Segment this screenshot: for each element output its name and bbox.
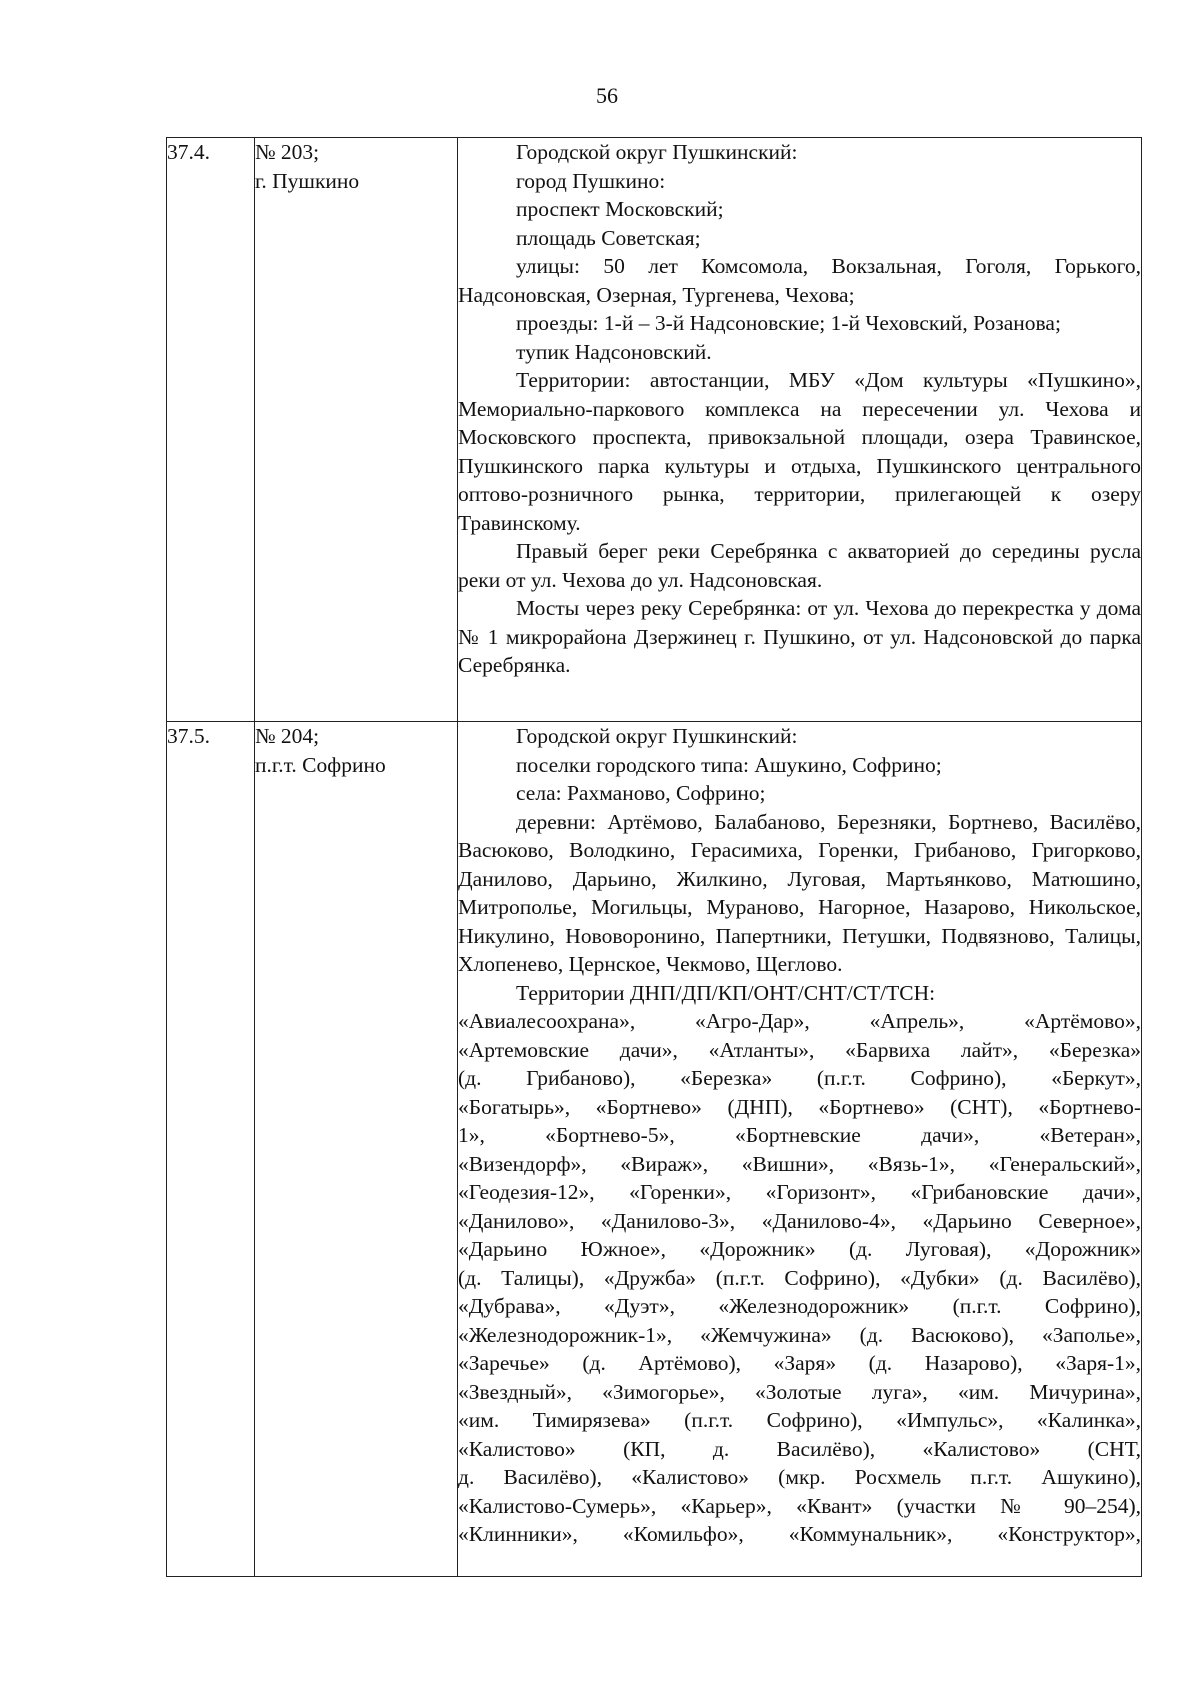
page-number: 56 <box>596 83 618 108</box>
description-paragraph: проезды: 1-й – 3-й Надсоновские; 1-й Чеховский, Розанова; <box>516 311 1061 335</box>
description-paragraph: тупик Надсоновский. <box>516 339 712 364</box>
territory-list-line: «Авиалесоохрана», «Агро-Дар», «Апрель», «Артёмово», <box>458 1009 1141 1033</box>
row-number: 37.4. <box>167 138 255 722</box>
row-number: 37.5. <box>167 722 255 1577</box>
territory-list-line: «им. Тимирязева» (п.г.т. Софрино), «Импульс», «Калинка», <box>458 1408 1141 1432</box>
territory-list-line: «Калистово» (КП, д. Василёво), «Калистово» (СНТ, <box>458 1436 1141 1461</box>
table-row <box>167 138 1142 722</box>
description-paragraph: Городской округ Пушкинский: <box>516 140 798 164</box>
territory-list-line: (д. Талицы), «Дружба» (п.г.т. Софрино), «Дубки» (д. Василёво), <box>458 1265 1141 1290</box>
description-paragraph: села: Рахманово, Софрино; <box>516 781 766 805</box>
description-paragraph: поселки городского типа: Ашукино, Софрино; <box>516 752 942 777</box>
territory-list-line: «Заречье» (д. Артёмово), «Заря» (д. Назарово), «Заря-1», <box>458 1351 1141 1375</box>
district-cell <box>255 722 458 1577</box>
district-table <box>166 137 1142 1577</box>
district-place: п.г.т. Софрино <box>255 752 386 777</box>
district-place: г. Пушкино <box>255 168 360 193</box>
district-number: № 204; <box>255 724 320 748</box>
description-paragraph: Территории ДНП/ДП/КП/ОНТ/СНТ/СТ/ТСН: <box>516 980 936 1005</box>
territory-list-line: «Дубрава», «Дуэт», «Железнодорожник» (п.г.т. Софрино), <box>458 1294 1141 1318</box>
territory-list-line: «Визендорф», «Вираж», «Вишни», «Вязь-1», «Генеральский», <box>458 1151 1141 1176</box>
territory-list-line: д. Василёво), «Калистово» (мкр. Росхмель п.г.т. Ашукино), <box>458 1465 1141 1489</box>
table-row <box>167 722 1142 1577</box>
territory-list-line: «Клинники», «Комильфо», «Коммунальник», «Конструктор», <box>458 1522 1141 1546</box>
description-paragraph: Территории: автостанции, МБУ «Дом культуры «Пушкино», Мемориально-паркового комплекса на пересечении ул. Чехова и Московского проспекта, привокзальной площади, озера Травинское, Пушкинского парка культуры и отдыха, Пушкинского центрального оптово-розничного рынка, территории, прилегающей к озеру Травинскому. <box>458 368 1141 535</box>
description-paragraph: Городской округ Пушкинский: <box>516 724 798 748</box>
description-paragraph: Мосты через реку Серебрянка: от ул. Чехова до перекрестка у дома № 1 микрорайона Дзержинец г. Пушкино, от ул. Надсоновской до парка Серебрянка. <box>458 596 1141 677</box>
district-cell <box>255 138 458 722</box>
description-paragraph: деревни: Артёмово, Балабаново, Березняки, Бортнево, Василёво, Васюково, Володкино, Герасимиха, Горенки, Грибаново, Григорково, Данилово, Дарьино, Жилкино, Луговая, Мартьянково, Матюшино, Митрополье, Могильцы, Мураново, Нагорное, Назарово, Никольское, Никулино, Нововоронино, Папертники, Петушки, Подвязново, Талицы, Хлопенево, Цернское, Чекмово, Щеглово. <box>458 809 1141 976</box>
description-paragraph: Правый берег реки Серебрянка с акваторией до середины русла реки от ул. Чехова до ул. Надсоновская. <box>458 539 1141 592</box>
territory-list-line: «Геодезия-12», «Горенки», «Горизонт», «Грибановские дачи», <box>458 1180 1141 1204</box>
territory-list-line: «Калистово-Сумерь», «Карьер», «Квант» (участки № 90–254), <box>458 1493 1141 1518</box>
territory-list-line: «Звездный», «Зимогорье», «Золотые луга», «им. Мичурина», <box>458 1379 1141 1404</box>
district-description <box>458 138 1142 722</box>
district-number: № 203; <box>255 140 320 164</box>
territory-list-line: «Дарьино Южное», «Дорожник» (д. Луговая), «Дорожник» <box>458 1237 1141 1261</box>
territory-list-line: «Артемовские дачи», «Атланты», «Барвиха лайт», «Березка» <box>458 1037 1141 1062</box>
description-paragraph: улицы: 50 лет Комсомола, Вокзальная, Гоголя, Горького, Надсоновская, Озерная, Тургенева, Чехова; <box>458 254 1141 307</box>
description-paragraph: площадь Советская; <box>516 225 701 250</box>
description-paragraph: проспект Московский; <box>516 197 724 221</box>
description-paragraph: город Пушкино: <box>516 168 666 193</box>
district-description <box>458 722 1142 1577</box>
territory-list-line: «Богатырь», «Бортнево» (ДНП), «Бортнево» (СНТ), «Бортнево- <box>458 1094 1141 1119</box>
territory-list-line: «Железнодорожник-1», «Жемчужина» (д. Васюково), «Заполье», <box>458 1322 1141 1347</box>
territory-list-line: 1», «Бортнево-5», «Бортневские дачи», «Ветеран», <box>458 1123 1141 1147</box>
territory-list-line: «Данилово», «Данилово-3», «Данилово-4», «Дарьино Северное», <box>458 1208 1141 1233</box>
territory-list-line: (д. Грибаново), «Березка» (п.г.т. Софрино), «Беркут», <box>458 1066 1141 1090</box>
